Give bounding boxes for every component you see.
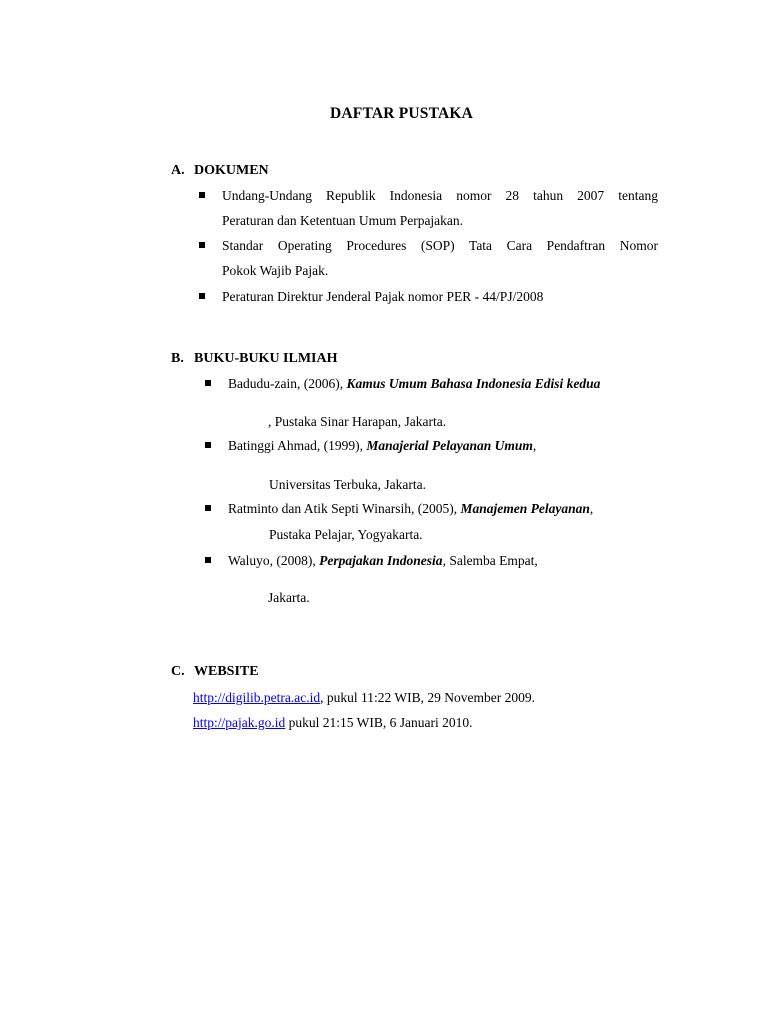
book-item-4 bbox=[228, 552, 538, 569]
bullet-icon bbox=[205, 442, 211, 448]
doc-item-2-line2: Pokok Wajib Pajak. bbox=[222, 263, 329, 278]
website-item-1 bbox=[193, 689, 535, 706]
book-item-2-after: , bbox=[532, 438, 537, 453]
page-title: DAFTAR PUSTAKA bbox=[329, 105, 474, 122]
book-item-4-author: Waluyo, (2008), bbox=[228, 553, 320, 568]
doc-item-1-line2: Peraturan dan Ketentuan Umum Perpajakan. bbox=[222, 213, 464, 228]
website-link-pajak[interactable]: http://pajak.go.id bbox=[193, 715, 286, 730]
book-item-1-title: Kamus Umum Bahasa Indonesia Edisi kedua bbox=[346, 376, 601, 391]
bullet-icon bbox=[205, 505, 211, 511]
book-item-3-title: Manajemen Pelayanan bbox=[460, 501, 590, 516]
doc-item-1-line1: Undang-Undang Republik Indonesia nomor 28 tahun 2007 tentang bbox=[222, 188, 658, 203]
book-item-3 bbox=[228, 500, 593, 517]
doc-item-3: Peraturan Direktur Jenderal Pajak nomor PER - 44/PJ/2008 bbox=[222, 289, 544, 304]
book-item-2 bbox=[228, 437, 536, 454]
book-item-3-after: , bbox=[589, 501, 594, 516]
section-b-heading: BUKU-BUKU ILMIAH bbox=[194, 351, 338, 366]
section-c-heading: WEBSITE bbox=[194, 664, 259, 679]
book-item-3-author: Ratminto dan Atik Septi Winarsih, (2005), bbox=[228, 501, 461, 516]
website-link-digilib[interactable]: http://digilib.petra.ac.id bbox=[193, 690, 321, 705]
book-item-3-cont: Pustaka Pelajar, Yogyakarta. bbox=[269, 527, 423, 542]
book-item-1 bbox=[228, 375, 600, 392]
bullet-icon bbox=[199, 242, 205, 248]
book-item-2-cont: Universitas Terbuka, Jakarta. bbox=[269, 477, 427, 492]
website-item-2 bbox=[193, 714, 472, 731]
website-item-2-access: pukul 21:15 WIB, 6 Januari 2010. bbox=[285, 715, 473, 730]
bullet-icon bbox=[199, 293, 205, 299]
book-item-4-title: Perpajakan Indonesia bbox=[319, 553, 443, 568]
doc-item-2-line1: Standar Operating Procedures (SOP) Tata Cara Pendaftran Nomor bbox=[222, 238, 658, 253]
book-item-2-title: Manajerial Pelayanan Umum bbox=[366, 438, 533, 453]
bullet-icon bbox=[205, 380, 211, 386]
bullet-icon bbox=[205, 557, 211, 563]
section-c-letter: C. bbox=[171, 664, 185, 679]
section-b-letter: B. bbox=[171, 351, 184, 366]
website-item-1-access: , pukul 11:22 WIB, 29 November 2009. bbox=[320, 690, 535, 705]
bullet-icon bbox=[199, 192, 205, 198]
section-a-heading: DOKUMEN bbox=[194, 163, 269, 178]
section-a-letter: A. bbox=[171, 163, 185, 178]
book-item-2-author: Batinggi Ahmad, (1999), bbox=[228, 438, 367, 453]
book-item-4-after: , Salemba Empat, bbox=[442, 553, 538, 568]
book-item-1-cont: , Pustaka Sinar Harapan, Jakarta. bbox=[268, 414, 447, 429]
book-item-1-author: Badudu-zain, (2006), bbox=[228, 376, 347, 391]
book-item-4-cont: Jakarta. bbox=[268, 590, 310, 605]
